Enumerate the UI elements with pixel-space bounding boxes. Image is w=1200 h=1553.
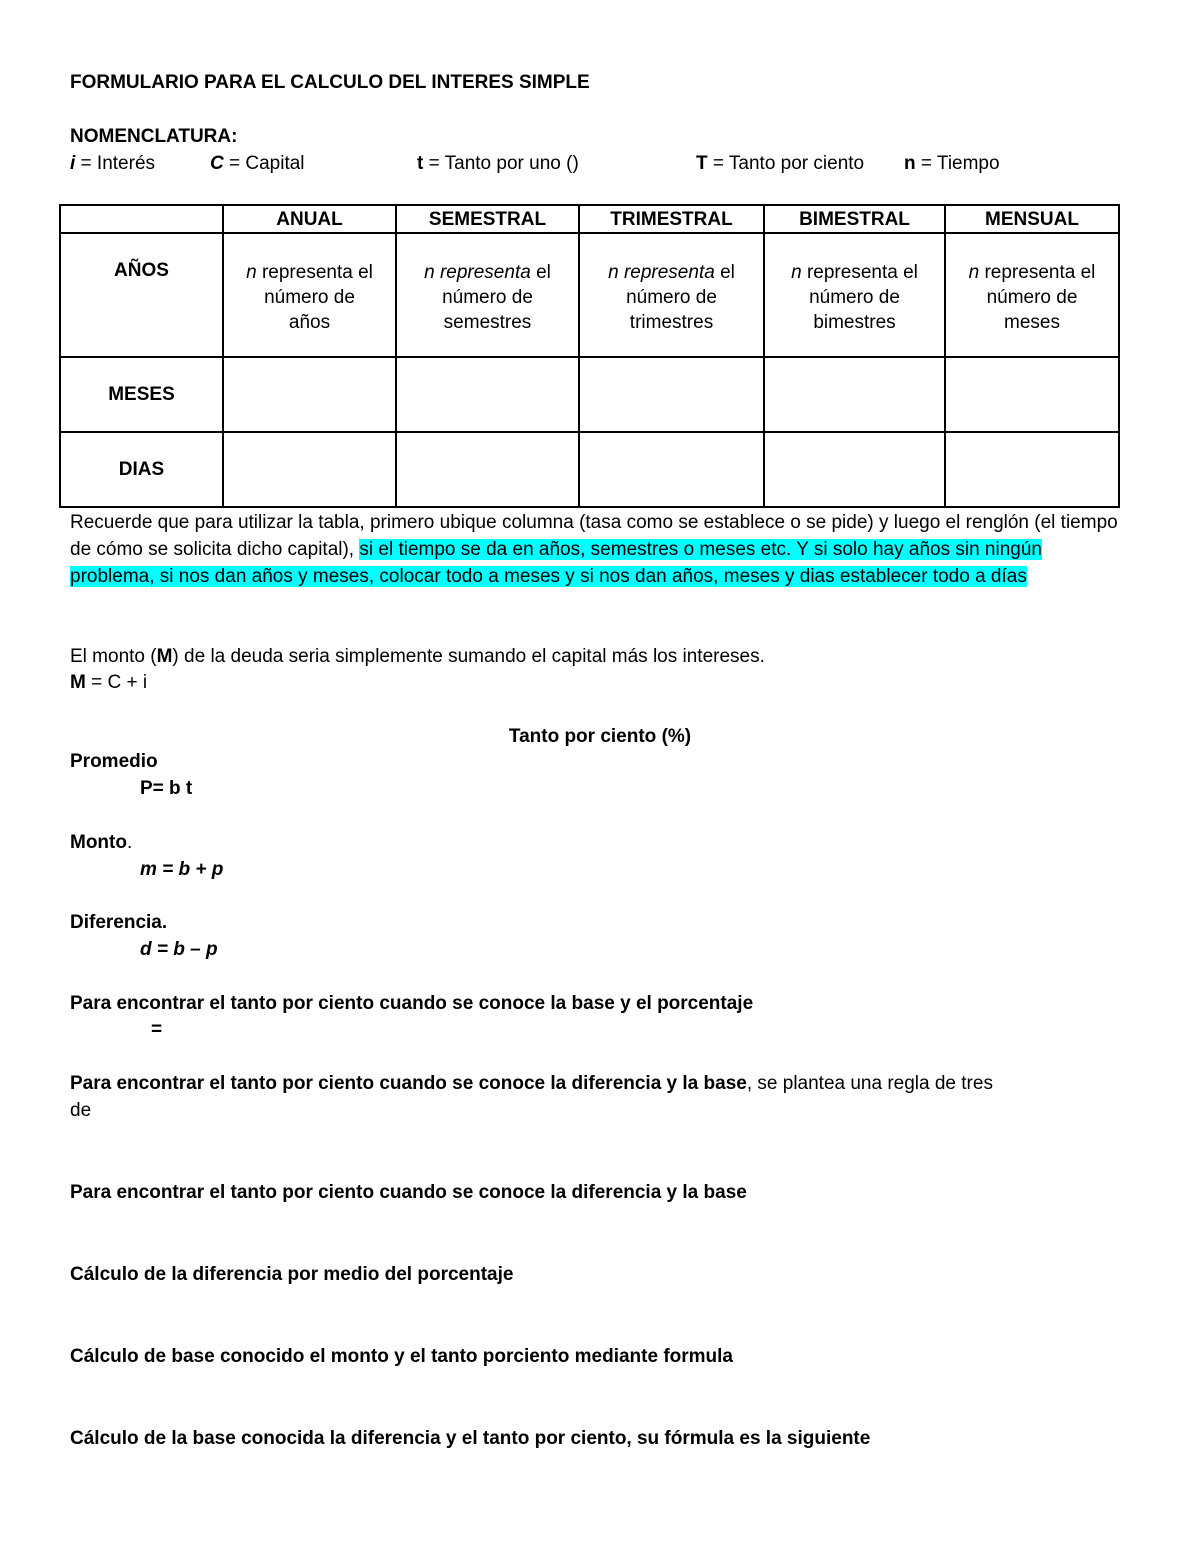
table-cell	[579, 357, 764, 432]
table-cell	[396, 432, 579, 507]
table-cell	[945, 432, 1119, 507]
rule-equals: =	[151, 1019, 163, 1040]
nomenclature-row	[70, 152, 1130, 178]
table-row	[60, 432, 1119, 507]
table-cell	[764, 357, 945, 432]
table-header-semestral: SEMESTRAL	[396, 205, 579, 233]
rule-calculo-base-diferencia: Cálculo de la base conocida la diferencia y el tanto por ciento, su fórmula es la siguiente	[70, 1428, 871, 1449]
table-header-row	[60, 205, 1119, 233]
rule-calculo-base-monto: Cálculo de base conocido el monto y el tanto porciento mediante formula	[70, 1346, 733, 1367]
table-header-anual: ANUAL	[223, 205, 396, 233]
table-header-trimestral: TRIMESTRAL	[579, 205, 764, 233]
nomenclature-heading: NOMENCLATURA:	[70, 126, 238, 147]
nomenclature-item-t: t = Tanto por uno ()	[417, 153, 579, 174]
table-cell	[764, 432, 945, 507]
row-label-dias: DIAS	[60, 432, 223, 507]
diferencia-label: Diferencia.	[70, 912, 168, 933]
diferencia-formula: d = b – p	[140, 939, 218, 960]
highlighted-text: si el tiempo se da en años, semestres o meses etc. Y si solo hay años sin ningún problema, si nos dan años y meses, colocar todo a meses y si nos dan años, meses y dias establecer todo a días	[70, 539, 1042, 587]
nomenclature-item-T: T = Tanto por ciento	[696, 153, 865, 174]
row-label-anos: AÑOS	[60, 233, 223, 357]
monto-formula: M = C + i	[70, 672, 148, 693]
table-cell	[396, 357, 579, 432]
table-header-mensual: MENSUAL	[945, 205, 1119, 233]
rule-base-porcentaje: Para encontrar el tanto por ciento cuando se conoce la base y el porcentaje	[70, 993, 754, 1014]
nomenclature-item-i: i = Interés	[70, 153, 156, 174]
promedio-label: Promedio	[70, 751, 158, 772]
table-cell: n representa el número de trimestres	[579, 233, 764, 357]
nomenclature-item-n: n = Tiempo	[904, 153, 1000, 174]
table-row	[60, 357, 1119, 432]
monto-formula-pct: m = b + p	[140, 859, 224, 880]
nomenclature-item-c: C = Capital	[210, 153, 305, 174]
document-title: FORMULARIO PARA EL CALCULO DEL INTERES SIMPLE	[70, 72, 590, 93]
table-cell	[945, 357, 1119, 432]
interest-periods-table	[59, 204, 1120, 508]
table-cell	[223, 357, 396, 432]
rule-line2: de	[70, 1100, 92, 1121]
monto-label: Monto.	[70, 832, 133, 853]
table-header-bimestral: BIMESTRAL	[764, 205, 945, 233]
table-header-empty	[60, 205, 223, 233]
rule-diferencia-base: Para encontrar el tanto por ciento cuando se conoce la diferencia y la base	[70, 1182, 747, 1203]
rule-calculo-diferencia: Cálculo de la diferencia por medio del porcentaje	[70, 1264, 514, 1285]
table-usage-paragraph: Recuerde que para utilizar la tabla, primero ubique columna (tasa como se establece o se pide) y luego el renglón (el tiempo de cómo se solicita dicho capital), si el tiempo se da en años, semestres o meses etc. Y si solo hay años sin ningún problema, si nos dan años y meses, colocar todo a meses y si nos dan años, meses y dias establecer todo a días	[70, 512, 1118, 587]
rule-diferencia-base-regla: Para encontrar el tanto por ciento cuando se conoce la diferencia y la base, se plantea una regla de tres	[70, 1073, 993, 1094]
table-cell: n representa el número de semestres	[396, 233, 579, 357]
section-title: Tanto por ciento (%)	[508, 726, 692, 747]
table-cell: n representa el número de bimestres	[764, 233, 945, 357]
table-cell: n representa el número de meses	[945, 233, 1119, 357]
table-cell: n representa el número de años	[223, 233, 396, 357]
row-label-meses: MESES	[60, 357, 223, 432]
promedio-formula: P= b t	[140, 778, 193, 799]
table-cell	[579, 432, 764, 507]
table-cell	[223, 432, 396, 507]
table-row	[60, 233, 1119, 357]
monto-paragraph: El monto (M) de la deuda seria simplemente sumando el capital más los intereses.	[70, 646, 765, 667]
